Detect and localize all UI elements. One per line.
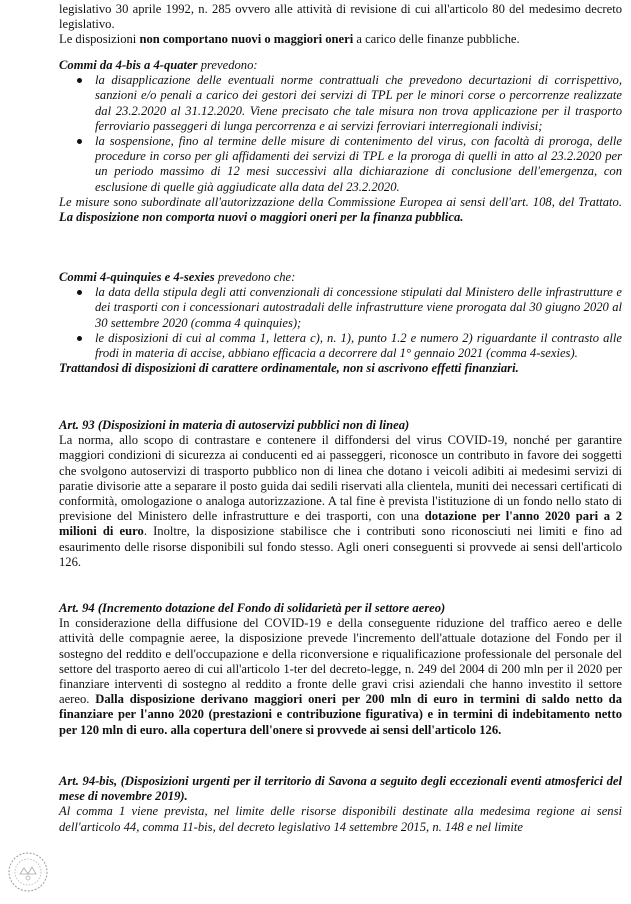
commi-4quinquies-section [59, 270, 622, 376]
commi-4bis-closing: Le misure sono subordinate all'autorizzazione della Commissione Europea ai sensi dell'art. 108, del Trattato. La disposizione non comporta nuovi o maggiori oneri per la finanza pubblica. [59, 194, 622, 225]
art93-section [59, 418, 622, 570]
list-item: la disapplicazione delle eventuali norme contrattuali che prevedono decurtazioni di corrispettivo, sanzioni e/o penali a carico dei gestori dei servizi di TPL per le minori corse o percorrenze realizzate dal 23.2.2020 al 31.12.2020. Viene precisato che tale misura non trova applicazione per il trasporto ferroviario passeggeri di lunga percorrenza e ai servizi ferroviari interregionali indivisi; [59, 73, 622, 134]
bullet-icon [77, 336, 82, 341]
list-item: la sospensione, fino al termine delle misure di contenimento del virus, con facoltà di proroga, delle procedure in corso per gli affidamenti dei servizi di TPL e la proroga di quelli in atto al 23.2.2020 per un periodo massimo di 12 mesi successivi alla dichiarazione di conclusione dell'emergenza, con esclusione di quelle già aggiudicate alla data del 23.2.2020. [59, 134, 622, 195]
bullet-icon [77, 78, 82, 83]
art94-section [59, 601, 622, 738]
commi-4quinquies-closing: Trattandosi di disposizioni di carattere ordinamentale, non si ascrivono effetti finanziari. [59, 361, 519, 376]
art93-body: La norma, allo scopo di contrastare e contenere il diffondersi del virus COVID-19, nonché per garantire maggiori condizioni di sicurezza ai conducenti ed ai passeggeri, riconosce un contributo in favore dei soggetti che svolgono autoservizi di trasporto pubblico non di linea che dotano i veicoli adibiti ai medesimi servizi di paratie divisorie atte a separare il posto guida dai sedili riservati alla clientela, muniti dei necessari certificati di conformità, omologazione o analoga autorizzazione. A tal fine è prevista l'istituzione di un fondo nello stato di previsione del Ministero delle infrastrutture e dei trasporti, con una dotazione per l'anno 2020 pari a 2 milioni di euro. Inoltre, la disposizione stabilisce che i contributi sono riconosciuti nei limiti e fino ad esaurimento delle risorse disponibili sul fondo stesso. Agli oneri conseguenti si provvede ai sensi dell'articolo 126. [59, 433, 623, 569]
commi-4quinquies-list [59, 285, 622, 361]
list-item: la data della stipula degli atti convenzionali di concessione stipulati dal Ministero delle infrastrutture e dei trasporti con i concessionari autostradali delle infrastrutture viene prorogata dal 30 giugno 2020 al 30 settembre 2020 (comma 4 quinquies); [59, 285, 622, 331]
bullet-icon [77, 139, 82, 144]
art93-title: Art. 93 (Disposizioni in materia di autoservizi pubblici non di linea) [59, 418, 410, 432]
commi-4quinquies-heading: Commi 4-quinquies e 4-sexies prevedono che: [59, 270, 296, 284]
commi-4bis-heading: Commi da 4-bis a 4-quater prevedono: [59, 58, 258, 72]
art94-title: Art. 94 (Incremento dotazione del Fondo di solidarietà per il settore aereo) [59, 601, 446, 615]
art94bis-section [59, 774, 622, 835]
intro-line: legislativo 30 aprile 1992, n. 285 ovvero alle attività di revisione di cui all'articolo 80 del medesimo decreto legislativo. [59, 2, 622, 32]
art94bis-title: Art. 94-bis, (Disposizioni urgenti per il territorio di Savona a seguito degli eccezionali eventi atmosferici del mese di novembre 2019). [59, 774, 622, 804]
commi-4bis-section [59, 58, 622, 225]
art94bis-body: Al comma 1 viene prevista, nel limite delle risorse disponibili destinate alla medesima regione ai sensi dell'articolo 44, comma 11-bis, del decreto legislativo 14 settembre 2015, n. 148 e nel limite [59, 804, 622, 834]
seal-stamp-icon [6, 850, 50, 894]
commi-4bis-list [59, 73, 622, 195]
art94-body: In considerazione della diffusione del COVID-19 e della conseguente riduzione del traffico aereo e delle attività delle compagnie aeree, la disposizione prevede l'incremento dell'attuale dotazione del Fondo per il sostegno del reddito e dell'occupazione e della riconversione e riqualificazione professionale del personale del settore del trasporto aereo di cui all'articolo 1-ter del decreto-legge, n. 249 del 2004 di 200 mln per il 2020 per finanziare interventi di sostegno al reddito a fronte delle gravi crisi aziendali che hanno investito il settore aereo. Dalla disposizione derivano maggiori oneri per 200 mln di euro in termini di saldo netto da finanziare per l'anno 2020 (prestazioni e contribuzione figurativa) e in termini di indebitamento netto per 120 mln di euro. alla copertura dell'onere si provvede ai sensi dell'articolo 126. [59, 616, 622, 737]
list-item: le disposizioni di cui al comma 1, lettera c), n. 1), punto 1.2 e numero 2) riguardante il contrasto alle frodi in materia di accise, abbiano efficacia a decorrere dal 1° gennaio 2021 (comma 4-sexies). [59, 331, 622, 361]
oneri-note: Le disposizioni non comportano nuovi o maggiori oneri a carico delle finanze pubbliche. [59, 32, 520, 47]
intro-block [59, 2, 622, 48]
bullet-icon [77, 290, 82, 295]
